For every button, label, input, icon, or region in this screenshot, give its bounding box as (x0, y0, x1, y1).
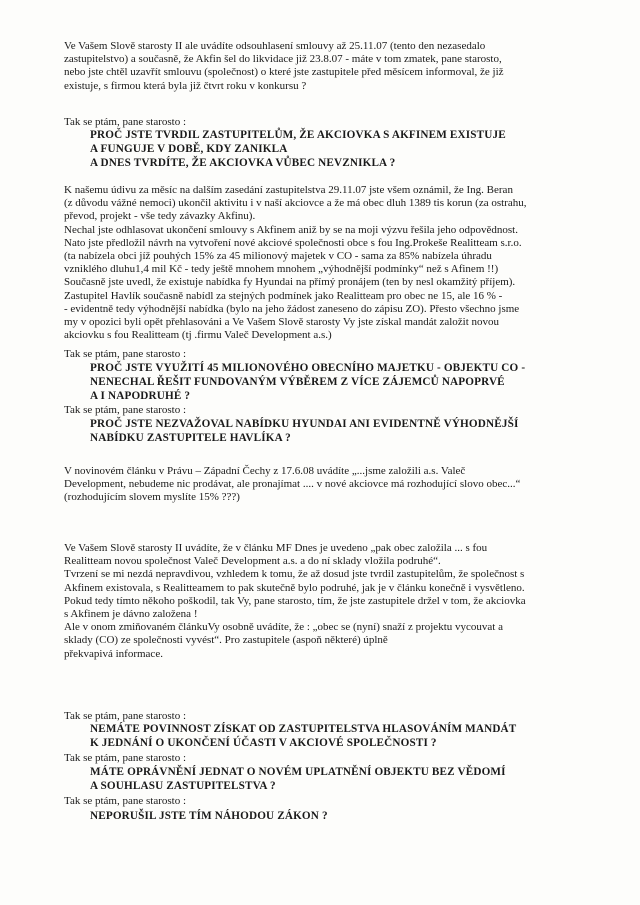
question-intro-3: Tak se ptám, pane starosto : (64, 404, 187, 416)
paragraph-4 (64, 542, 624, 661)
text-line: sklady (CO) ze společnosti vyvést“. Pro zastupitele (aspoň některé) úplně (64, 634, 388, 647)
text-line: zastupitelstvo) a současně, že Akfin šel do likvidace již 23.8.07 - máte v tom zmatek, pane starosto, (64, 53, 502, 66)
text-line: Nato jste předložil návrh na vytvoření nové akciové společnosti obce s fou Ing.Prokeše Realitteam s.r.o. (64, 236, 522, 249)
question-line: NEMÁTE POVINNOST ZÍSKAT OD ZASTUPITELSTVA HLASOVÁNÍM MANDÁT (90, 723, 517, 735)
text-line: Ale v onom zmiňovaném článkuVy osobně uvádíte, že : „obec se (nyní) snaží z projektu vycouvat a (64, 621, 503, 634)
question-6 (90, 809, 620, 823)
text-line: Tvrzení se mi nezdá nepravdivou, vzhledem k tomu, že až dosud jste tvrdil zastupitelům, že společnost s (64, 568, 525, 581)
text-line: Pokud tedy tímto někoho poškodil, tak Vy, pane starosto, tím, že jste zastupitele držel v tom, že akciovka (64, 594, 526, 607)
text-line: Development, nebudeme nic prodávat, ale pronajímat .... v nové akciovce má rozhodující slovo obec...“ (64, 478, 521, 491)
text-line: - evidentně tedy výhodnější nabídka (bylo na jeho žádost zaneseno do zápisu ZO). Přesto všechno jsme (64, 302, 520, 315)
question-line: A I NAPODRUHÉ ? (90, 390, 191, 402)
text-line: Zastupitel Havlík současně nabídl za stejných podmínek jako Realitteam pro obec ne 15, ale 16 % - (64, 289, 503, 302)
text-line: Ve Vašem Slově starosty II uvádíte, že v článku MF Dnes je uvedeno „pak obec založila ... s fou (64, 542, 488, 554)
question-line: NABÍDKU ZASTUPITELE HAVLÍKA ? (90, 432, 291, 444)
question-intro-5: Tak se ptám, pane starosto : (64, 752, 187, 764)
question-1 (90, 128, 620, 170)
question-line: NEPORUŠIL JSTE TÍM NÁHODOU ZÁKON ? (90, 810, 328, 822)
question-2 (90, 361, 620, 403)
text-line: překvapivá informace. (64, 647, 163, 660)
question-4 (90, 722, 620, 750)
question-line: A FUNGUJE V DOBĚ, KDY ZANIKLA (90, 143, 288, 155)
paragraph-1 (64, 40, 624, 93)
question-intro-1: Tak se ptám, pane starosto : (64, 116, 187, 128)
question-line: PROČ JSTE TVRDIL ZASTUPITELŮM, ŽE AKCIOVKA S AKFINEM EXISTUJE (90, 129, 506, 141)
text-line: Ve Vašem Slově starosty II ale uvádíte odsouhlasení smlouvy až 25.11.07 (tento den nezasedalo (64, 40, 486, 52)
question-line: K JEDNÁNÍ O UKONČENÍ ÚČASTI V AKCIOVÉ SPOLEČNOSTI ? (90, 737, 437, 749)
text-line: my v opozici byli opět přehlasováni a Ve Vašem Slově starosty Vy jste získal mandát založit novou (64, 315, 500, 328)
question-line: NENECHAL ŘEŠIT FUNDOVANÝM VÝBĚREM Z VÍCE ZÁJEMCŮ NAPOPRVÉ (90, 376, 505, 388)
question-intro-4: Tak se ptám, pane starosto : (64, 710, 187, 722)
paragraph-2 (64, 184, 624, 342)
question-line: A DNES TVRDÍTE, ŽE AKCIOVKA VŮBEC NEVZNIKLA ? (90, 157, 396, 169)
text-line: Současně jste uvedl, že existuje nabídka fy Hyundai na přímý pronájem (ten by nesl okamžitý příjem). (64, 276, 516, 289)
text-line: Akfinem existovala, s Realitteamem to pak skutečně bylo podruhé, jak je v článku konečně i vysvětleno. (64, 581, 525, 594)
text-line: (z důvodu vážné nemoci) ukončil aktivitu i v naší akciovce a že má obec dluh 1389 tis korun (za ostrahu, (64, 197, 527, 210)
text-line: akciovku s fou Realitteam (tj .firmu Valeč Development a.s.) (64, 329, 332, 342)
text-line: K našemu údivu za měsíc na dalším zasedání zastupitelstva 29.11.07 jste všem oznámil, že Ing. Beran (64, 184, 513, 196)
text-line: nebo jste chtěl uzavřít smlouvu (společnost) o které jste zastupitele před měsícem informoval, že již (64, 66, 504, 79)
question-line: MÁTE OPRÁVNĚNÍ JEDNAT O NOVÉM UPLATNĚNÍ OBJEKTU BEZ VĚDOMÍ (90, 766, 506, 778)
text-line: převod, projekt - vše tedy závazky Akfinu). (64, 210, 256, 223)
question-intro-2: Tak se ptám, pane starosto : (64, 348, 187, 360)
text-line: Nechal jste odhlasovat ukončení smlouvy s Akfinem aniž by se na moji výzvu řešila jeho odpovědnost. (64, 223, 518, 236)
text-line: Realitteam novou společnost Valeč Development a.s. a do ní sklady vložila podruhé“. (64, 555, 441, 568)
question-line: PROČ JSTE NEZVAŽOVAL NABÍDKU HYUNDAI ANI EVIDENTNĚ VÝHODNĚJŠÍ (90, 418, 519, 430)
question-line: A SOUHLASU ZASTUPITELSTVA ? (90, 780, 276, 792)
text-line: V novinovém článku v Právu – Západní Čechy z 17.6.08 uvádíte „...jsme založili a.s. Valeč (64, 465, 466, 477)
text-line: vzniklého dluhu1,4 mil Kč - tedy ještě mnohem mnohem „výhodnější podmínky“ než s Afinem !!) (64, 263, 499, 276)
paragraph-3 (64, 465, 624, 505)
question-intro-6: Tak se ptám, pane starosto : (64, 795, 187, 807)
text-line: existuje, s firmou která byla již čtvrt roku v konkursu ? (64, 79, 307, 92)
text-line: (ta nabízela obci jíž pouhých 15% za 45 milionový majetek v CO - sama za 85% nabízela úhradu (64, 249, 492, 262)
question-3 (90, 417, 620, 445)
text-line: s Akfinem je dávno založena ! (64, 607, 198, 620)
question-5 (90, 765, 620, 793)
question-line: PROČ JSTE VYUŽITÍ 45 MILIONOVÉHO OBECNÍHO MAJETKU - OBJEKTU CO - (90, 362, 526, 374)
text-line: (rozhodujícím slovem myslíte 15% ???) (64, 491, 240, 504)
